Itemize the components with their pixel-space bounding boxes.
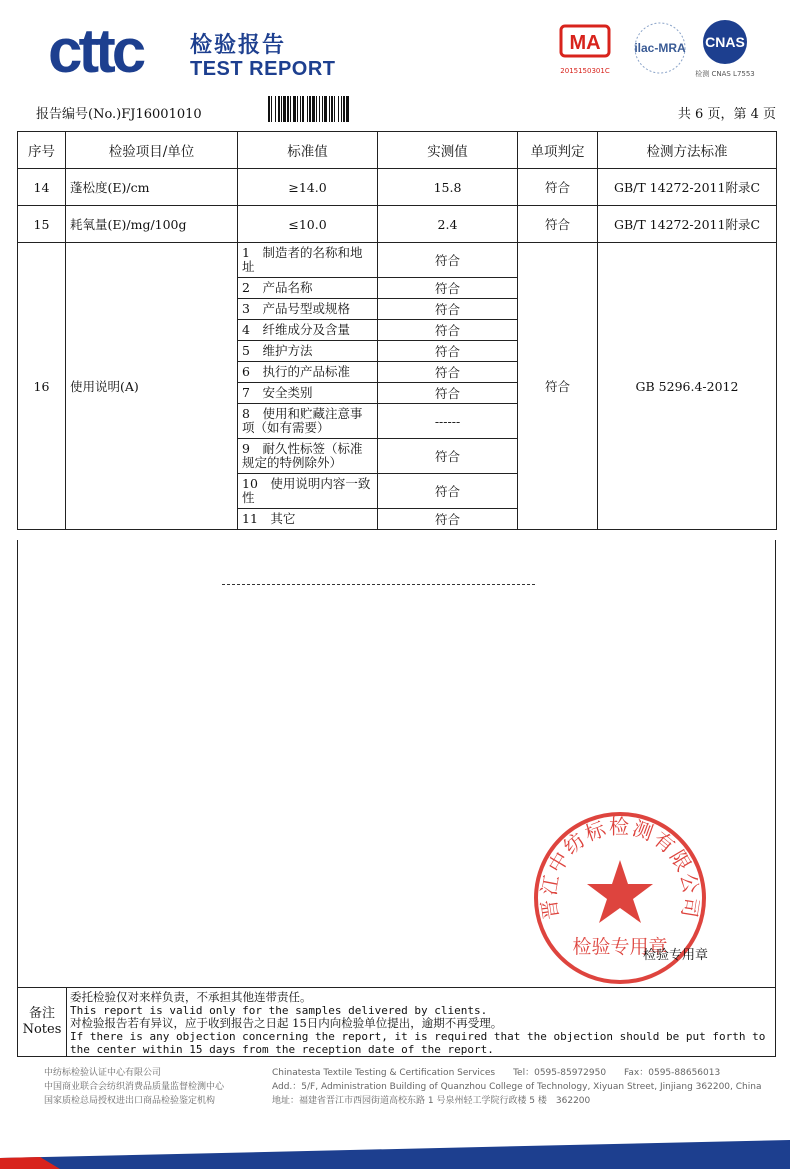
subitem-label: 4 纤维成分及含量 <box>238 320 378 341</box>
row-method: GB/T 14272-2011附录C <box>598 206 777 243</box>
logo-title-en: TEST REPORT <box>190 58 336 80</box>
row-judgement: 符合 <box>518 243 598 530</box>
subitem-result: 符合 <box>378 509 518 530</box>
subitem-result: ------ <box>378 404 518 439</box>
subitem-label: 7 安全类别 <box>238 383 378 404</box>
results-table <box>17 131 777 530</box>
notes-label <box>18 988 67 1056</box>
footer-line: 地址：福建省晋江市西园街道高校东路 1 号泉州轻工学院行政楼 5 楼 362200 <box>272 1096 591 1106</box>
row-standard: ≤10.0 <box>238 206 378 243</box>
notes-label-en: Notes <box>22 1022 62 1037</box>
seal-center-text: 检验专用章 <box>572 936 668 958</box>
row-item: 蓬松度(E)/cm <box>66 169 238 206</box>
cma-mark-icon <box>560 26 610 75</box>
row-method: GB 5296.4-2012 <box>598 243 777 530</box>
row-judgement: 符合 <box>518 206 598 243</box>
table-header-row <box>18 132 777 169</box>
table-row <box>18 243 777 278</box>
ilac-text: ilac-MRA <box>634 41 686 55</box>
end-of-content-divider <box>222 584 535 585</box>
row-no: 16 <box>18 243 66 530</box>
col-header-method: 检测方法标准 <box>598 132 777 169</box>
table-row <box>18 169 777 206</box>
row-no: 15 <box>18 206 66 243</box>
col-header-no: 序号 <box>18 132 66 169</box>
cnas-code: 检测 CNAS L7553 <box>695 70 755 78</box>
footer-line: 国家质检总局授权进出口商品检验鉴定机构 <box>44 1096 216 1106</box>
notes-text <box>70 991 769 1056</box>
notes-section <box>17 987 776 1057</box>
col-header-measured: 实测值 <box>378 132 518 169</box>
barcode-icon <box>268 96 380 122</box>
row-standard: ≥14.0 <box>238 169 378 206</box>
table-row <box>18 206 777 243</box>
notes-line: 对检验报告若有异议，应于收到报告之日起 15日内向检验单位提出，逾期不再受理。 <box>70 1016 503 1030</box>
cnas-text: CNAS <box>705 34 745 50</box>
cnas-mark-icon <box>695 20 755 78</box>
report-number: 报告编号(No.)FJ16001010 <box>36 107 202 122</box>
footer-org-names <box>44 1066 224 1108</box>
row-item: 使用说明(A) <box>66 243 238 530</box>
notes-line: This report is valid only for the samples delivered by clients. <box>70 1004 488 1017</box>
row-measured: 15.8 <box>378 169 518 206</box>
row-judgement: 符合 <box>518 169 598 206</box>
subitem-label: 5 维护方法 <box>238 341 378 362</box>
col-header-item: 检验项目/单位 <box>66 132 238 169</box>
footer-line: Add.：5/F, Administration Building of Quanzhou College of Technology, Xiyuan Street, Jinjiang 362200, China <box>272 1082 762 1092</box>
logo-title-cn: 检验报告 <box>190 33 287 58</box>
subitem-result: 符合 <box>378 383 518 404</box>
subitem-result: 符合 <box>378 439 518 474</box>
subitem-label: 10 使用说明内容一致性 <box>238 474 378 509</box>
subitem-result: 符合 <box>378 362 518 383</box>
seal-ring-text: 晋江中纺标检测有限公司 <box>536 814 704 922</box>
footer-line: Chinatesta Textile Testing & Certification Services Tel：0595-85972950 Fax：0595-88656013 <box>272 1068 721 1078</box>
footer-line: 中纺标检验认证中心有限公司 <box>44 1068 162 1078</box>
row-measured: 2.4 <box>378 206 518 243</box>
col-header-judgement: 单项判定 <box>518 132 598 169</box>
subitem-result: 符合 <box>378 474 518 509</box>
footer-band <box>0 1140 790 1169</box>
footer-contact <box>272 1066 761 1108</box>
row-method: GB/T 14272-2011附录C <box>598 169 777 206</box>
page-indicator: 共 6 页，第 4 页 <box>677 107 776 122</box>
subitem-result: 符合 <box>378 243 518 278</box>
cttc-logo <box>48 22 188 78</box>
cma-text: MA <box>569 32 601 54</box>
subitem-label: 11 其它 <box>238 509 378 530</box>
notes-label-cn: 备注 <box>28 1006 55 1021</box>
subitem-label: 9 耐久性标签（标准规定的特例除外） <box>238 439 378 474</box>
subitem-label: 6 执行的产品标准 <box>238 362 378 383</box>
subitem-label: 1 制造者的名称和地址 <box>238 243 378 278</box>
ilac-mra-icon <box>634 23 686 73</box>
logo-mark: cttc <box>48 22 143 78</box>
subitem-result: 符合 <box>378 341 518 362</box>
seal-label: 检验专用章 <box>643 948 709 963</box>
footer-line: 中国商业联合会纺织消费品质量监督检测中心 <box>44 1082 225 1092</box>
subitem-label: 8 使用和贮藏注意事项（如有需要） <box>238 404 378 439</box>
subitem-label: 2 产品名称 <box>238 278 378 299</box>
col-header-standard: 标准值 <box>238 132 378 169</box>
subitem-result: 符合 <box>378 320 518 341</box>
subitem-result: 符合 <box>378 299 518 320</box>
subitem-label: 3 产品号型或规格 <box>238 299 378 320</box>
notes-line: If there is any objection concerning the report, it is required that the objection should be put forth to the center within 15 days from the reception date of the report. <box>70 1030 766 1056</box>
cma-code: 2015150301C <box>560 67 610 75</box>
subitem-result: 符合 <box>378 278 518 299</box>
row-item: 耗氧量(E)/mg/100g <box>66 206 238 243</box>
notes-line: 委托检验仅对来样负责，不承担其他连带责任。 <box>70 990 312 1004</box>
row-no: 14 <box>18 169 66 206</box>
certification-marks <box>555 18 765 82</box>
